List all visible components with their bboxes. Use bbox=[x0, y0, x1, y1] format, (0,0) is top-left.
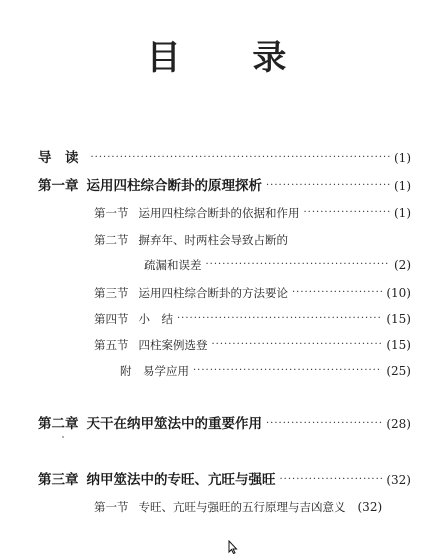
toc-page-number: (2) bbox=[394, 258, 411, 272]
dot-leader bbox=[266, 415, 382, 433]
toc-entry-title: 运用四柱综合断卦的依据和作用 bbox=[138, 206, 300, 220]
dot-leader bbox=[91, 149, 391, 167]
toc-entry-chapter-1[interactable] bbox=[38, 177, 411, 195]
toc-page-number: (1) bbox=[394, 206, 411, 220]
toc-entry-chapter-2[interactable] bbox=[38, 415, 411, 433]
toc-entry-ch1-section-4[interactable] bbox=[94, 310, 411, 328]
toc-entry-number: 第五节 bbox=[94, 338, 129, 352]
mouse-pointer-icon bbox=[228, 540, 238, 554]
toc-entry-number: 第一节 bbox=[94, 206, 129, 220]
page-title: 目 录 bbox=[146, 38, 317, 78]
toc-entry-ch1-section-5[interactable] bbox=[94, 336, 411, 354]
scan-speck bbox=[62, 436, 64, 438]
toc-page-number: (1) bbox=[394, 151, 411, 165]
toc-entry-title: 运用四柱综合断卦的方法要论 bbox=[138, 286, 288, 300]
toc-page-number: (10) bbox=[386, 286, 411, 300]
toc-entry-title: 纳甲筮法中的专旺、亢旺与强旺 bbox=[86, 472, 276, 488]
toc-entry-title: 附 易学应用 bbox=[120, 364, 189, 378]
toc-page-number: (28) bbox=[386, 417, 411, 431]
toc-entry-title: 疏漏和误差 bbox=[144, 258, 202, 272]
toc-entry-number: 第三章 bbox=[38, 472, 79, 488]
dot-leader bbox=[304, 204, 391, 222]
dot-leader bbox=[212, 336, 383, 354]
toc-entry-appendix[interactable] bbox=[120, 362, 411, 380]
toc-page-number: (32) bbox=[386, 473, 411, 487]
toc-entry-title: 专旺、亢旺与强旺的五行原理与吉凶意义 bbox=[138, 500, 346, 514]
dot-leader bbox=[280, 471, 383, 489]
toc-entry-title: 摒弃年、时两柱会导致占断的 bbox=[138, 233, 288, 247]
toc-entry-ch3-section-1[interactable] bbox=[94, 498, 411, 516]
dot-leader bbox=[266, 177, 390, 195]
toc-entry-number: 第一章 bbox=[38, 178, 79, 194]
toc-entry-number: 第二章 bbox=[38, 416, 79, 432]
dot-leader bbox=[206, 256, 391, 274]
toc-entry-ch1-section-2-cont[interactable] bbox=[144, 256, 411, 274]
dot-leader bbox=[193, 362, 382, 380]
dot-leader bbox=[292, 284, 382, 302]
toc-entry-title: 天干在纳甲筮法中的重要作用 bbox=[86, 416, 262, 432]
toc-entry-number: 第三节 bbox=[94, 286, 129, 300]
dot-leader bbox=[177, 310, 382, 328]
toc-page-number: (1) bbox=[394, 179, 411, 193]
toc-entry-ch1-section-3[interactable] bbox=[94, 284, 411, 302]
toc-entry-title: 运用四柱综合断卦的原理探析 bbox=[86, 178, 262, 194]
toc-entry-number: 导 读 bbox=[38, 150, 79, 166]
toc-entry-number: 第四节 bbox=[94, 312, 129, 326]
toc-entry-number: 第二节 bbox=[94, 233, 129, 247]
toc-entry-ch1-section-1[interactable] bbox=[94, 204, 411, 222]
toc-entry-ch1-section-2[interactable] bbox=[94, 231, 411, 249]
toc-page-number: (15) bbox=[386, 312, 411, 326]
toc-page-number: (25) bbox=[386, 364, 411, 378]
toc-page-number: (15) bbox=[386, 338, 411, 352]
toc-entry-number: 第一节 bbox=[94, 500, 129, 514]
toc-entry-chapter-3[interactable] bbox=[38, 471, 411, 489]
toc-page-number: (32) bbox=[357, 500, 383, 514]
toc-entry-title: 小 结 bbox=[138, 312, 173, 326]
toc-entry-intro[interactable] bbox=[38, 149, 411, 167]
toc-entry-title: 四柱案例选登 bbox=[138, 338, 208, 352]
